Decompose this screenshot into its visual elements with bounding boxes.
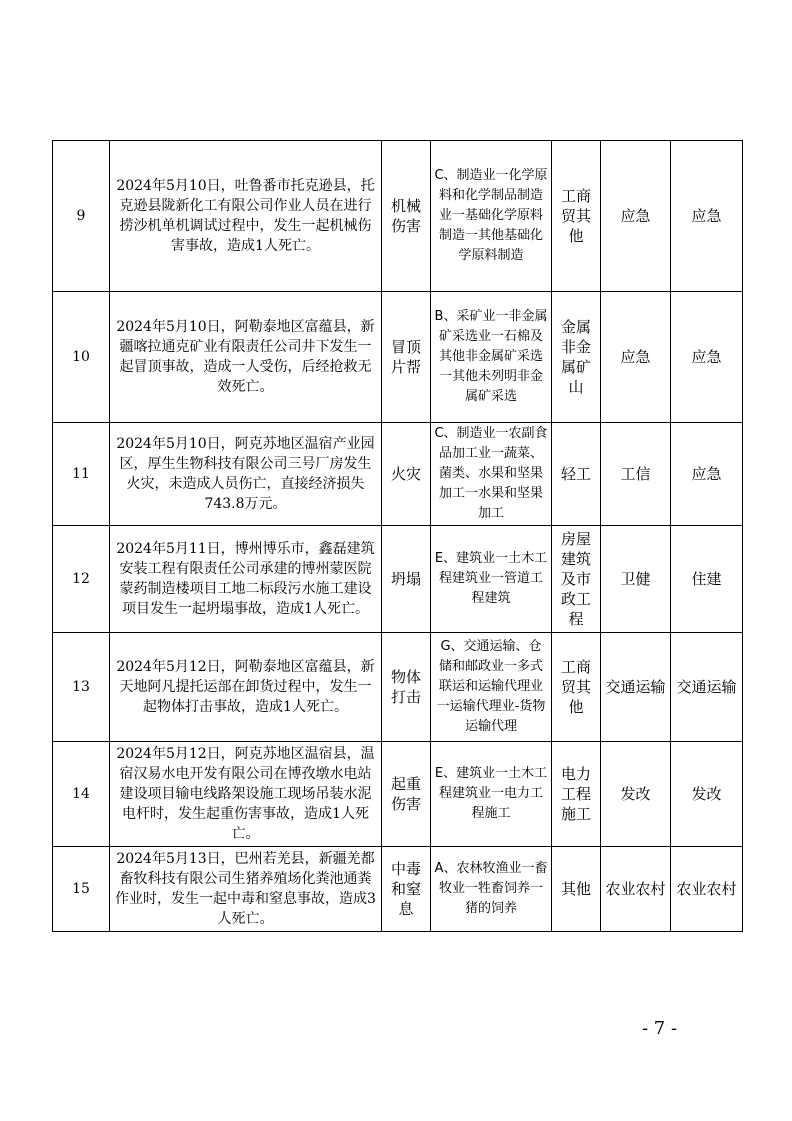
industry-category: 轻工 (552, 423, 601, 526)
table-row (53, 526, 743, 633)
accident-description: 2024年5月13日，巴州若羌县，新疆羌都畜牧科技有限公司生猪养殖场化粪池通粪作业时，发生一起中毒和窒息事故，造成3人死亡。 (110, 847, 382, 932)
accident-type: 坍塌 (382, 526, 431, 633)
table-row (53, 633, 743, 742)
industry-classification: C、制造业一化学原料和化学制品制造业一基础化学原料制造一其他基础化学原料制造 (431, 141, 552, 292)
row-number: 12 (53, 526, 110, 633)
industry-category: 工商贸其他 (552, 633, 601, 742)
industry-classification: E、建筑业一土木工程建筑业一电力工程施工 (431, 742, 552, 847)
accident-type: 火灾 (382, 423, 431, 526)
industry-category: 工商贸其他 (552, 141, 601, 292)
industry-category: 其他 (552, 847, 601, 932)
row-number: 15 (53, 847, 110, 932)
page-number: - 7 - (642, 1018, 678, 1039)
industry-category: 金属非金属矿山 (552, 292, 601, 423)
row-number: 14 (53, 742, 110, 847)
table-row (53, 423, 743, 526)
responsible-department: 卫健 (601, 526, 671, 633)
accident-type: 起重伤害 (382, 742, 431, 847)
responsible-department: 发改 (601, 742, 671, 847)
row-number: 11 (53, 423, 110, 526)
table-row (53, 292, 743, 423)
table-row (53, 847, 743, 932)
responsible-department: 应急 (601, 292, 671, 423)
accident-description: 2024年5月10日，吐鲁番市托克逊县，托克逊县陇新化工有限公司作业人员在进行捞沙机单机调试过程中，发生一起机械伤害事故，造成1人死亡。 (110, 141, 382, 292)
accident-description: 2024年5月10日，阿克苏地区温宿产业园区，厚生生物科技有限公司三号厂房发生火灾，未造成人员伤亡，直接经济损失743.8万元。 (110, 423, 382, 526)
row-number: 9 (53, 141, 110, 292)
responsible-department: 应急 (601, 141, 671, 292)
supervising-department: 发改 (671, 742, 743, 847)
industry-classification: C、制造业一农副食品加工业一蔬菜、菌类、水果和坚果加工一水果和坚果加工 (431, 423, 552, 526)
supervising-department: 农业农村 (671, 847, 743, 932)
accident-description: 2024年5月12日，阿克苏地区温宿县，温宿汉易水电开发有限公司在博孜墩水电站建设项目输电线路架设施工现场吊装水泥电杆时，发生起重伤害事故，造成1人死亡。 (110, 742, 382, 847)
responsible-department: 农业农村 (601, 847, 671, 932)
supervising-department: 应急 (671, 292, 743, 423)
row-number: 10 (53, 292, 110, 423)
accident-type: 机械伤害 (382, 141, 431, 292)
row-number: 13 (53, 633, 110, 742)
supervising-department: 交通运输 (671, 633, 743, 742)
responsible-department: 工信 (601, 423, 671, 526)
industry-classification: G、交通运输、仓储和邮政业一多式联运和运输代理业一运输代理业-货物运输代理 (431, 633, 552, 742)
table-row (53, 742, 743, 847)
supervising-department: 应急 (671, 141, 743, 292)
accident-description: 2024年5月12日，阿勒泰地区富蕴县，新天地阿凡提托运部在卸货过程中，发生一起物体打击事故，造成1人死亡。 (110, 633, 382, 742)
supervising-department: 住建 (671, 526, 743, 633)
accident-type: 冒顶片帮 (382, 292, 431, 423)
industry-category: 房屋建筑及市政工程 (552, 526, 601, 633)
accident-type: 物体打击 (382, 633, 431, 742)
table-row (53, 141, 743, 292)
industry-classification: E、建筑业一土木工程建筑业一管道工程建筑 (431, 526, 552, 633)
industry-classification: A、农林牧渔业一畜牧业一牲畜饲养一猪的饲养 (431, 847, 552, 932)
industry-classification: B、采矿业一非金属矿采选业一石棉及其他非金属矿采选一其他未列明非金属矿采选 (431, 292, 552, 423)
industry-category: 电力工程施工 (552, 742, 601, 847)
accident-description: 2024年5月11日，博州博乐市，鑫磊建筑安装工程有限责任公司承建的博州蒙医院蒙药制造楼项目工地二标段污水施工建设项目发生一起坍塌事故，造成1人死亡。 (110, 526, 382, 633)
accident-description: 2024年5月10日，阿勒泰地区富蕴县，新疆喀拉通克矿业有限责任公司井下发生一起冒顶事故，造成一人受伤，后经抢救无效死亡。 (110, 292, 382, 423)
accident-table (52, 140, 743, 932)
supervising-department: 应急 (671, 423, 743, 526)
accident-type: 中毒和窒息 (382, 847, 431, 932)
responsible-department: 交通运输 (601, 633, 671, 742)
